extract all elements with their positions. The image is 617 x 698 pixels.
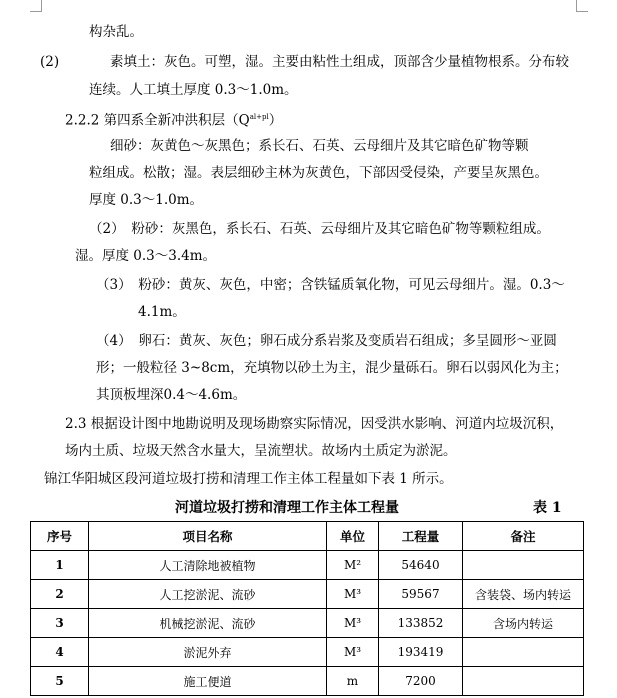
text-line: 构杂乱。 (89, 24, 143, 40)
text-line: 连续。人工填土厚度 0.3～1.0m。 (89, 82, 298, 98)
table-cell: M³ (327, 580, 379, 609)
table-cell: 59567 (379, 580, 463, 609)
header-cell: 序号 (31, 522, 89, 551)
text-line: 锦江华阳城区段河道垃圾打捞和清理工作主体工程量如下表 1 所示。 (44, 471, 453, 487)
table-cell: M³ (327, 638, 379, 667)
text-line: 2.3 根据设计图中地勘说明及现场勘察实际情况，因受洪水影响、河道内垃圾沉积， (65, 416, 564, 432)
table-cell: 2 (31, 580, 89, 609)
list-number: (2) (40, 54, 60, 70)
table-cell: 7200 (379, 667, 463, 696)
table-row (31, 609, 584, 638)
table-cell: 人工清除地被植物 (89, 551, 327, 580)
text-line: 粒组成。松散；湿。表层细砂主林为灰黄色，下部因受侵染，产要呈灰黑色。 (89, 165, 548, 181)
text-line: （4） 卵石：黄灰、灰色；卵石成分系岩浆及变质岩石组成；多呈圆形～亚圆 (96, 333, 557, 349)
table-cell: 3 (31, 609, 89, 638)
table-cell: 133852 (379, 609, 463, 638)
text-line: 湿。厚度 0.3～3.4m。 (75, 248, 217, 264)
table-cell: m (327, 667, 379, 696)
text-line: 细砂：灰黄色～灰黑色；系长石、石英、云母细片及其它暗色矿物等颗 (110, 138, 529, 154)
table-cell: 5 (31, 667, 89, 696)
table-header-row (31, 522, 584, 551)
table-row (31, 638, 584, 667)
table-cell: 54640 (379, 551, 463, 580)
table-cell: 机械挖淤泥、流砂 (89, 609, 327, 638)
table-cell: 人工挖淤泥、流砂 (89, 580, 327, 609)
quantity-table (30, 521, 584, 696)
table-cell: 4 (31, 638, 89, 667)
text-line: 场内土质、垃圾天然含水量大，呈流塑状。故场内土质定为淤泥。 (65, 443, 457, 459)
table-cell: M³ (327, 609, 379, 638)
text-line: （2） 粉砂：灰黑色，系长石、石英、云母细片及其它暗色矿物等颗粒组成。 (89, 221, 550, 237)
table-cell (463, 667, 584, 696)
text-line: 形；一般粒径 3~8cm，充填物以砂土为主，混少量砾石。卵石以弱风化为主； (96, 360, 568, 376)
text-line: 其顶板埋深0.4～4.6m。 (96, 387, 247, 403)
table-label: 表 1 (533, 500, 562, 516)
corner-mark-left-h (30, 11, 42, 12)
table-row (31, 580, 584, 609)
table-cell (463, 551, 584, 580)
table-cell (463, 638, 584, 667)
table-row (31, 551, 584, 580)
table-cell: 含场内转运 (463, 609, 584, 638)
table-row (31, 667, 584, 696)
header-cell: 备注 (463, 522, 584, 551)
header-cell: 项目名称 (89, 522, 327, 551)
superscript: al+pl (249, 113, 269, 121)
table-cell: 含装袋、场内转运 (463, 580, 584, 609)
header-cell: 单位 (327, 522, 379, 551)
table-title: 河道垃圾打捞和清理工作主体工程量 (175, 500, 399, 516)
corner-mark-right-h (576, 11, 588, 12)
text-line: （3） 粉砂：黄灰、灰色，中密；含铁锰质氧化物，可见云母细片。湿。0.3～ (96, 277, 565, 293)
header-cell: 工程量 (379, 522, 463, 551)
text-line: 厚度 0.3～1.0m。 (89, 192, 204, 208)
section-heading: 2.2.2 第四系全新冲洪积层$(Q^{al+pl})$ (65, 112, 283, 129)
table-cell: 1 (31, 551, 89, 580)
table-cell: 施工便道 (89, 667, 327, 696)
text-line: 4.1m。 (138, 304, 186, 320)
table-cell: 淤泥外弃 (89, 638, 327, 667)
text-line: 素填土：灰色。可塑，湿。主要由粘性土组成，顶部含少量植物根系。分布较 (110, 54, 569, 70)
table-cell: 193419 (379, 638, 463, 667)
table-cell: M² (327, 551, 379, 580)
